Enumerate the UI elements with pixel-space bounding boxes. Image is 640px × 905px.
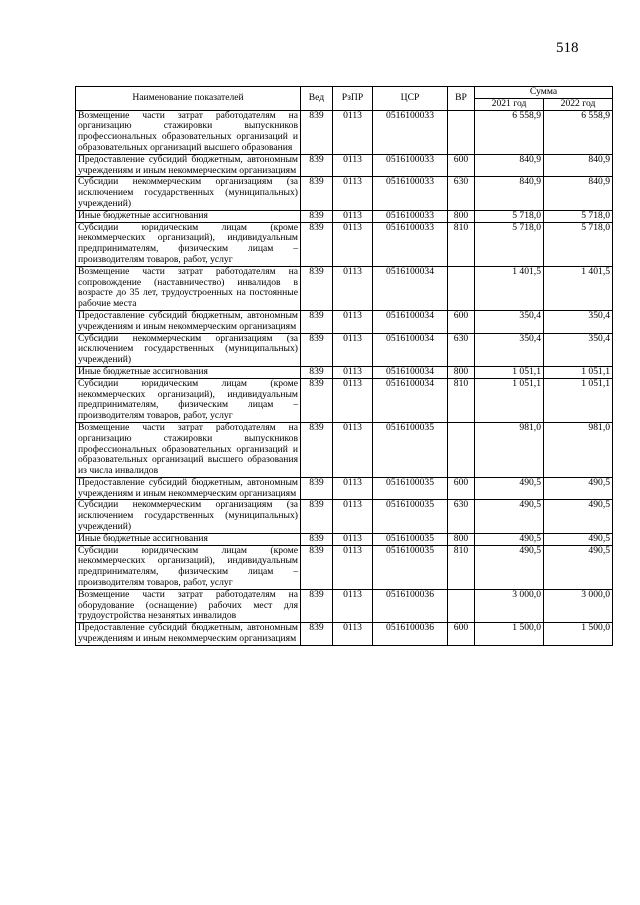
header-csr: ЦСР [373,87,448,111]
row-vr: 600 [448,477,475,500]
row-ved: 839 [301,333,333,366]
row-vr: 810 [448,222,475,266]
row-vr: 810 [448,378,475,422]
row-vr: 800 [448,533,475,545]
row-vr [448,110,475,154]
row-name: Возмещение части затрат работодателям на организацию стажировки выпускников профессиональных образовательных организаций и образовательных организаций высшего образования из числа инвалидов [76,422,301,477]
row-name: Субсидии юридическим лицам (кроме некоммерческих организаций), индивидуальным предпринимателям, физическим лицам – производителям товаров, работ, услуг [76,222,301,266]
row-amount-2021: 5 718,0 [475,210,544,222]
row-ved: 839 [301,210,333,222]
row-amount-2022: 5 718,0 [544,222,613,266]
row-amount-2021: 6 558,9 [475,110,544,154]
row-name: Предоставление субсидий бюджетным, автономным учреждениям и иным некоммерческим организациям [76,623,301,646]
table-row [76,210,613,222]
row-amount-2022: 490,5 [544,545,613,589]
row-csr: 0516100033 [373,177,448,210]
row-name: Возмещение части затрат работодателям на оборудование (оснащение) рабочих мест для трудоустройства незанятых инвалидов [76,589,301,622]
row-amount-2021: 840,9 [475,177,544,210]
row-rzpr: 0113 [333,477,373,500]
table-row [76,533,613,545]
row-rzpr: 0113 [333,623,373,646]
row-name: Субсидии некоммерческим организациям (за исключением государственных (муниципальных) учреждений) [76,500,301,533]
row-rzpr: 0113 [333,500,373,533]
row-rzpr: 0113 [333,378,373,422]
row-amount-2021: 840,9 [475,154,544,177]
row-vr: 630 [448,500,475,533]
row-csr: 0516100035 [373,533,448,545]
row-vr: 600 [448,310,475,333]
row-name: Иные бюджетные ассигнования [76,533,301,545]
row-csr: 0516100035 [373,500,448,533]
table-row [76,333,613,366]
row-csr: 0516100036 [373,589,448,622]
row-name: Возмещение части затрат работодателям на организацию стажировки выпускников профессиональных образовательных организаций и образовательных организаций высшего образования [76,110,301,154]
row-csr: 0516100035 [373,477,448,500]
row-rzpr: 0113 [333,422,373,477]
row-name: Иные бюджетные ассигнования [76,210,301,222]
row-ved: 839 [301,500,333,533]
row-csr: 0516100034 [373,266,448,310]
row-amount-2022: 981,0 [544,422,613,477]
page-number: 518 [556,40,579,56]
row-csr: 0516100034 [373,333,448,366]
row-amount-2021: 981,0 [475,422,544,477]
row-amount-2022: 6 558,9 [544,110,613,154]
row-vr: 630 [448,177,475,210]
table-row [76,366,613,378]
row-rzpr: 0113 [333,366,373,378]
row-ved: 839 [301,545,333,589]
row-amount-2022: 1 401,5 [544,266,613,310]
row-amount-2022: 490,5 [544,533,613,545]
row-csr: 0516100033 [373,210,448,222]
row-ved: 839 [301,110,333,154]
row-csr: 0516100033 [373,154,448,177]
table-row [76,222,613,266]
row-csr: 0516100033 [373,222,448,266]
row-ved: 839 [301,310,333,333]
row-vr: 600 [448,623,475,646]
row-amount-2021: 1 401,5 [475,266,544,310]
row-rzpr: 0113 [333,310,373,333]
row-ved: 839 [301,266,333,310]
table-row [76,422,613,477]
row-vr [448,422,475,477]
row-rzpr: 0113 [333,545,373,589]
table-row [76,589,613,622]
table-body [76,110,613,645]
row-ved: 839 [301,366,333,378]
row-amount-2022: 1 051,1 [544,366,613,378]
row-ved: 839 [301,177,333,210]
row-amount-2022: 1 500,0 [544,623,613,646]
table-row [76,500,613,533]
header-sum: Сумма [475,87,613,99]
row-name: Предоставление субсидий бюджетным, автономным учреждениям и иным некоммерческим организациям [76,154,301,177]
row-rzpr: 0113 [333,154,373,177]
row-name: Возмещение части затрат работодателям на сопровождение (наставничество) инвалидов в возрасте до 35 лет, трудоустроенных на постоянные рабочие места [76,266,301,310]
row-csr: 0516100034 [373,378,448,422]
row-amount-2021: 490,5 [475,533,544,545]
row-amount-2021: 1 051,1 [475,366,544,378]
row-amount-2022: 3 000,0 [544,589,613,622]
row-ved: 839 [301,422,333,477]
row-vr: 630 [448,333,475,366]
row-csr: 0516100035 [373,422,448,477]
table-row [76,154,613,177]
row-amount-2021: 490,5 [475,545,544,589]
row-csr: 0516100033 [373,110,448,154]
row-amount-2021: 5 718,0 [475,222,544,266]
row-name: Субсидии некоммерческим организациям (за исключением государственных (муниципальных) учреждений) [76,333,301,366]
row-csr: 0516100034 [373,366,448,378]
row-vr [448,589,475,622]
table-header [76,87,613,111]
row-amount-2021: 1 500,0 [475,623,544,646]
row-vr: 810 [448,545,475,589]
row-amount-2021: 490,5 [475,477,544,500]
row-rzpr: 0113 [333,110,373,154]
table-row [76,477,613,500]
row-amount-2021: 3 000,0 [475,589,544,622]
header-name: Наименование показателей [76,87,301,111]
table-row [76,378,613,422]
row-amount-2022: 840,9 [544,177,613,210]
row-rzpr: 0113 [333,266,373,310]
row-csr: 0516100036 [373,623,448,646]
row-csr: 0516100034 [373,310,448,333]
row-rzpr: 0113 [333,210,373,222]
row-name: Предоставление субсидий бюджетным, автономным учреждениям и иным некоммерческим организациям [76,310,301,333]
table-row [76,545,613,589]
row-rzpr: 0113 [333,222,373,266]
row-name: Субсидии юридическим лицам (кроме некоммерческих организаций), индивидуальным предпринимателям, физическим лицам – производителям товаров, работ, услуг [76,545,301,589]
row-amount-2021: 350,4 [475,310,544,333]
row-rzpr: 0113 [333,333,373,366]
row-ved: 839 [301,477,333,500]
row-vr: 600 [448,154,475,177]
row-ved: 839 [301,154,333,177]
row-ved: 839 [301,378,333,422]
table-row [76,110,613,154]
row-amount-2022: 5 718,0 [544,210,613,222]
row-csr: 0516100035 [373,545,448,589]
row-amount-2022: 490,5 [544,500,613,533]
budget-table [75,86,613,646]
row-amount-2022: 350,4 [544,333,613,366]
row-amount-2022: 1 051,1 [544,378,613,422]
row-amount-2021: 1 051,1 [475,378,544,422]
row-amount-2022: 840,9 [544,154,613,177]
row-ved: 839 [301,623,333,646]
row-name: Иные бюджетные ассигнования [76,366,301,378]
row-name: Предоставление субсидий бюджетным, автономным учреждениям и иным некоммерческим организациям [76,477,301,500]
table-row [76,177,613,210]
header-vr: ВР [448,87,475,111]
header-rzpr: РзПР [333,87,373,111]
row-rzpr: 0113 [333,589,373,622]
row-name: Субсидии юридическим лицам (кроме некоммерческих организаций), индивидуальным предпринимателям, физическим лицам – производителям товаров, работ, услуг [76,378,301,422]
row-vr: 800 [448,366,475,378]
row-name: Субсидии некоммерческим организациям (за исключением государственных (муниципальных) учреждений) [76,177,301,210]
row-vr [448,266,475,310]
header-ved: Вед [301,87,333,111]
row-ved: 839 [301,533,333,545]
row-amount-2021: 490,5 [475,500,544,533]
header-year-2022: 2022 год [544,98,613,110]
table-row [76,266,613,310]
row-rzpr: 0113 [333,177,373,210]
table-row [76,310,613,333]
row-vr: 800 [448,210,475,222]
row-amount-2021: 350,4 [475,333,544,366]
row-ved: 839 [301,222,333,266]
header-year-2021: 2021 год [475,98,544,110]
row-amount-2022: 490,5 [544,477,613,500]
table-row [76,623,613,646]
row-amount-2022: 350,4 [544,310,613,333]
row-ved: 839 [301,589,333,622]
row-rzpr: 0113 [333,533,373,545]
